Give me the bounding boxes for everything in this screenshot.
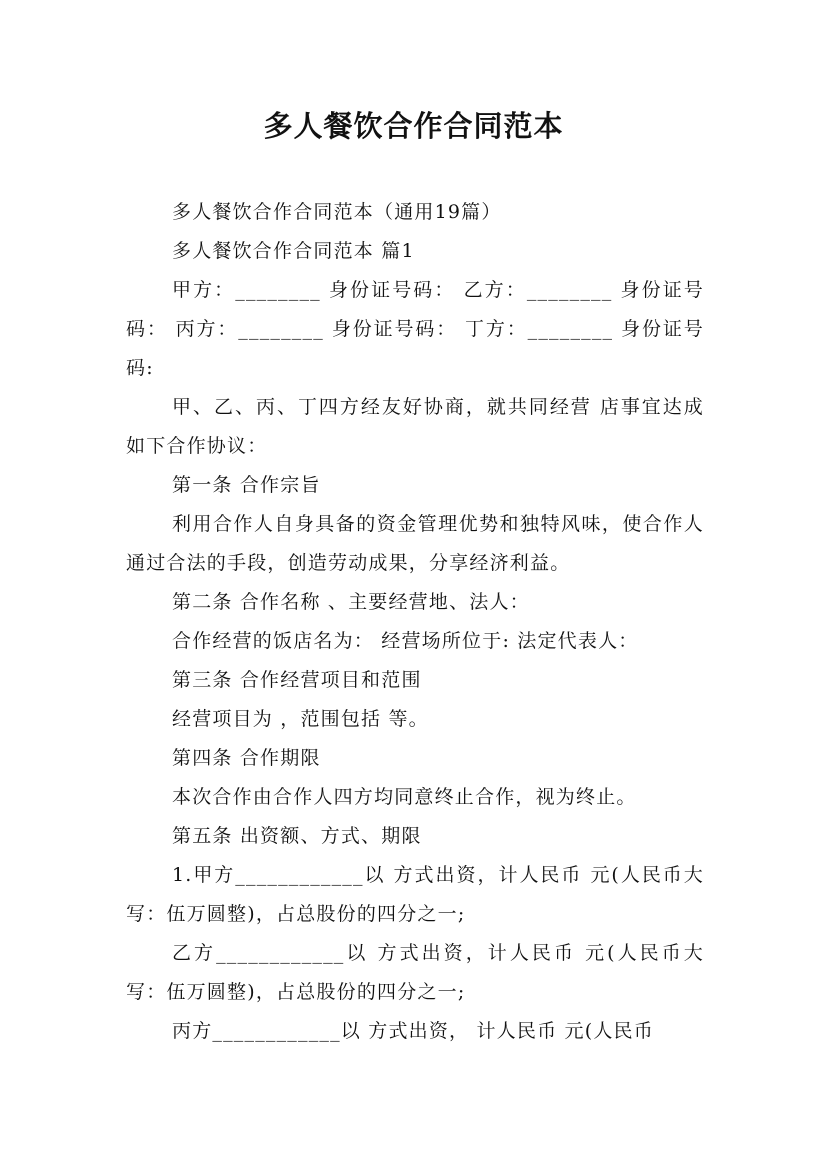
article-5-heading: 第五条 出资额、方式、期限 — [172, 825, 422, 847]
article-5-party-c: 丙方____________以 方式出资， 计人民币 元(人民币 — [172, 1020, 654, 1042]
article-4-text: 本次合作由合作人四方均同意终止合作，视为终止。 — [172, 786, 637, 808]
article-1-text: 利用合作人自身具备的资金管理优势和独特风味，使合作人通过合法的手段，创造劳动成果，分享经济利益。 — [126, 513, 704, 574]
article-3-heading: 第三条 合作经营项目和范围 — [172, 669, 422, 691]
paragraph-intro: 甲、乙、丙、丁四方经友好协商，就共同经营 店事宜达成如下合作协议： — [126, 396, 704, 457]
article-3-text: 经营项目为 ，范围包括 等。 — [172, 708, 429, 730]
paragraph-section-heading: 多人餐饮合作合同范本 篇1 — [172, 240, 415, 262]
document-title: 多人餐饮合作合同范本 — [263, 109, 564, 143]
document-body — [126, 193, 704, 1051]
article-1-heading: 第一条 合作宗旨 — [172, 474, 321, 496]
article-4-heading: 第四条 合作期限 — [172, 747, 321, 769]
paragraph-parties: 甲方：________ 身份证号码： 乙方：________ 身份证号码： 丙方：________ 身份证号码： 丁方：________ 身份证号码: — [126, 279, 704, 379]
article-2-heading: 第二条 合作名称 、主要经营地、法人： — [172, 591, 530, 613]
article-2-text: 合作经营的饭店名为： 经营场所位于: 法定代表人： — [172, 630, 639, 652]
article-5-party-a: 1.甲方____________以 方式出资，计人民币 元(人民币大写：伍万圆整)，占总股份的四分之一; — [126, 864, 704, 925]
paragraph-subtitle: 多人餐饮合作合同范本（通用19篇） — [172, 201, 502, 223]
article-5-party-b: 乙方____________以 方式出资，计人民币 元(人民币大写：伍万圆整)，占总股份的四分之一; — [126, 942, 704, 1003]
